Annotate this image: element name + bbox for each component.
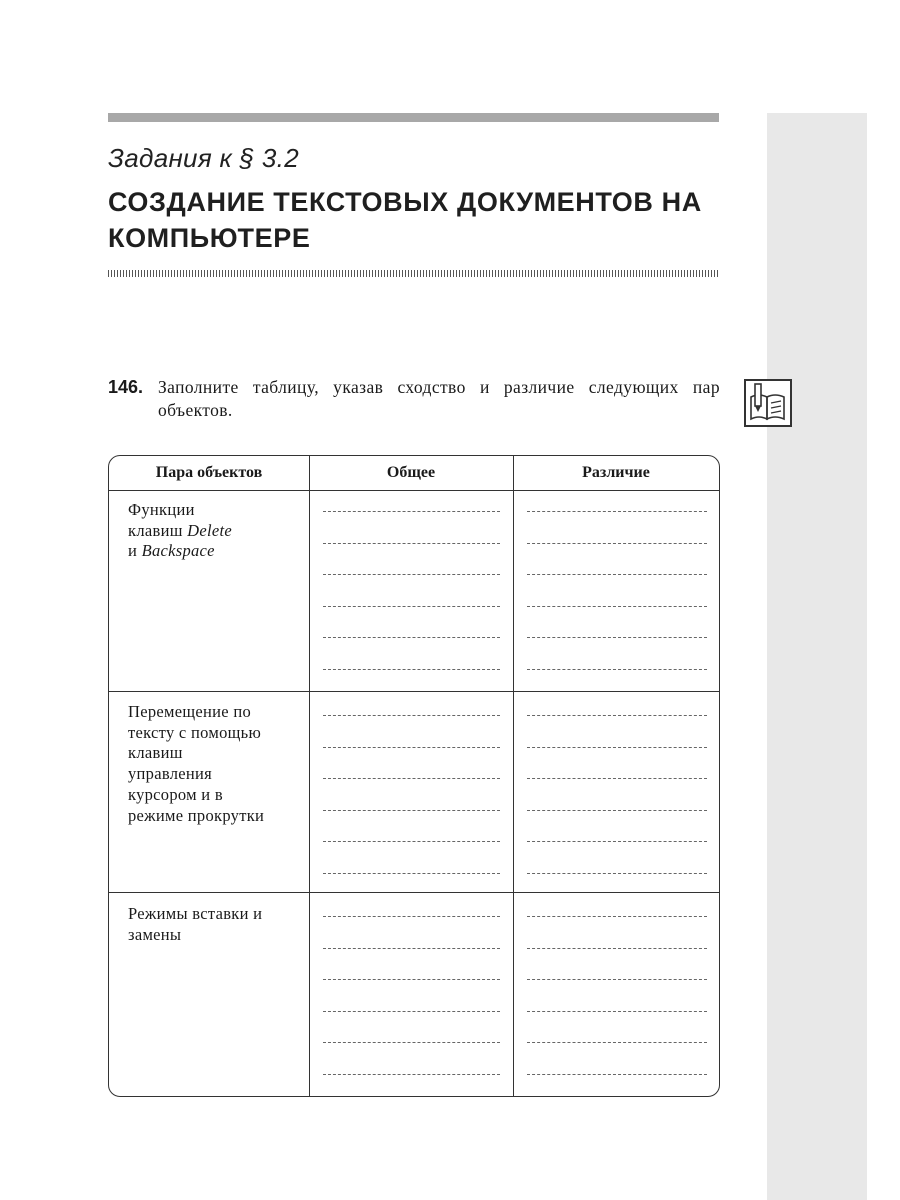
answer-line-common[interactable]: [323, 810, 500, 811]
answer-line-difference[interactable]: [527, 574, 707, 575]
answer-line-difference[interactable]: [527, 543, 707, 544]
table-header: [109, 456, 719, 491]
comparison-table: [108, 455, 720, 1097]
hatched-divider: [108, 270, 719, 277]
answer-line-common[interactable]: [323, 1011, 500, 1012]
answer-line-difference[interactable]: [527, 511, 707, 512]
answer-line-common[interactable]: [323, 841, 500, 842]
key-name: Delete: [187, 520, 232, 540]
answer-line-difference[interactable]: [527, 669, 707, 670]
row-label-delete-backspace: [128, 500, 308, 562]
answer-line-common[interactable]: [323, 715, 500, 716]
answer-line-common[interactable]: [323, 778, 500, 779]
column-divider: [309, 456, 310, 1096]
answer-line-difference[interactable]: [527, 810, 707, 811]
answer-line-difference[interactable]: [527, 778, 707, 779]
answer-line-difference[interactable]: [527, 637, 707, 638]
column-header-difference: Различие: [582, 464, 650, 481]
task-number: 146.: [108, 377, 144, 397]
answer-line-difference[interactable]: [527, 873, 707, 874]
column-header-common: Общее: [386, 464, 436, 481]
row-divider: [109, 691, 719, 692]
answer-line-common[interactable]: [323, 916, 500, 917]
row-label-cursor-navigation: Перемещение по тексту с помощью клавиш управления курсором и в режиме прокрутки: [128, 702, 265, 825]
row-divider: [109, 892, 719, 893]
task-146: [108, 376, 720, 422]
margin-strip: [767, 113, 867, 1200]
section-label: Задания к § 3.2: [108, 143, 299, 173]
top-rule: [108, 113, 719, 122]
answer-line-common[interactable]: [323, 637, 500, 638]
answer-line-common[interactable]: [323, 873, 500, 874]
answer-line-common[interactable]: [323, 511, 500, 512]
page-title: СОЗДАНИЕ ТЕКСТОВЫХ ДОКУМЕНТОВ НА КОМПЬЮТЕРЕ: [108, 187, 702, 253]
answer-line-difference[interactable]: [527, 841, 707, 842]
answer-line-common[interactable]: [323, 747, 500, 748]
answer-line-common[interactable]: [323, 979, 500, 980]
answer-line-common[interactable]: [323, 1042, 500, 1043]
answer-line-difference[interactable]: [527, 1042, 707, 1043]
answer-line-common[interactable]: [323, 1074, 500, 1075]
answer-line-difference[interactable]: [527, 916, 707, 917]
task-text: Заполните таблицу, указав сходство и различие следующих пар объектов.: [158, 377, 720, 420]
answer-line-common[interactable]: [323, 606, 500, 607]
answer-line-difference[interactable]: [527, 715, 707, 716]
label-part: клавиш: [128, 520, 188, 540]
answer-line-common[interactable]: [323, 948, 500, 949]
key-name: Backspace: [141, 541, 215, 561]
answer-line-difference[interactable]: [527, 1074, 707, 1075]
answer-line-common[interactable]: [323, 543, 500, 544]
row-label-insert-replace: Режимы вставки и замены: [128, 904, 263, 944]
label-part: и: [128, 541, 142, 561]
column-divider: [513, 456, 514, 1096]
answer-line-difference[interactable]: [527, 747, 707, 748]
answer-line-difference[interactable]: [527, 948, 707, 949]
answer-line-common[interactable]: [323, 574, 500, 575]
answer-line-difference[interactable]: [527, 1011, 707, 1012]
answer-line-common[interactable]: [323, 669, 500, 670]
workbook-pen-icon: [744, 379, 792, 427]
answer-line-difference[interactable]: [527, 979, 707, 980]
label-part: Функции: [128, 500, 195, 519]
answer-line-difference[interactable]: [527, 606, 707, 607]
column-header-pair: Пара объектов: [155, 464, 263, 481]
